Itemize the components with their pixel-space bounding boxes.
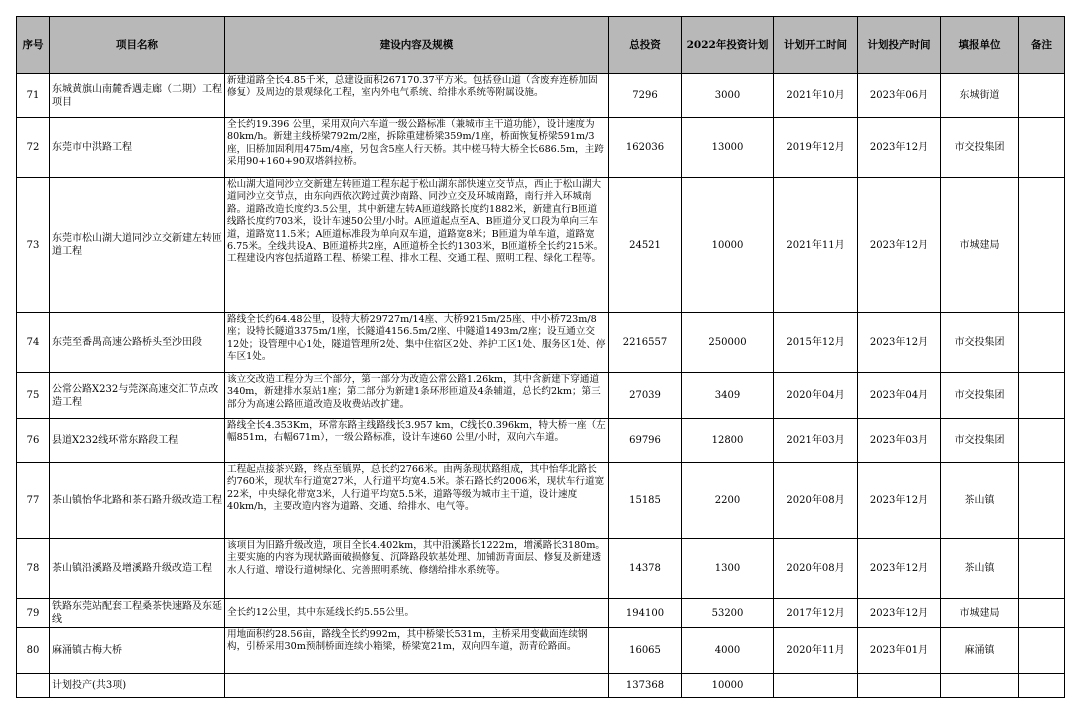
table-row xyxy=(17,74,1065,118)
cell-start: 2019年12月 xyxy=(774,118,858,178)
cell-plan2022: 2200 xyxy=(682,463,774,539)
cell-unit: 市交投集团 xyxy=(941,373,1019,419)
table-row xyxy=(17,178,1065,313)
cell-content: 新建道路全长4.85千米，总建设面积267170.37平方米。包括登山道（含废弃连桥加固修复）及周边的景观绿化工程，室内外电气系统、给排水系统等附属设施。 xyxy=(225,74,609,118)
header-total: 总投资 xyxy=(609,17,682,74)
table-row xyxy=(17,539,1065,599)
cell-start: 2017年12月 xyxy=(774,599,858,628)
table-row xyxy=(17,373,1065,419)
cell-unit: 茶山镇 xyxy=(941,463,1019,539)
cell-content: 全长约12公里，其中东延线长约5.55公里。 xyxy=(225,599,609,628)
cell-name: 铁路东莞站配套工程桑茶快速路及东延线 xyxy=(50,599,225,628)
table-row xyxy=(17,419,1065,463)
cell-total: 16065 xyxy=(609,628,682,674)
cell-unit: 市交投集团 xyxy=(941,419,1019,463)
cell-total: 2216557 xyxy=(609,313,682,373)
cell-start: 2020年11月 xyxy=(774,628,858,674)
cell-operate: 2023年12月 xyxy=(858,599,941,628)
summary-unit xyxy=(941,674,1019,698)
cell-seq: 74 xyxy=(17,313,50,373)
cell-seq: 79 xyxy=(17,599,50,628)
cell-plan2022: 3000 xyxy=(682,74,774,118)
header-operate: 计划投产时间 xyxy=(858,17,941,74)
cell-seq: 73 xyxy=(17,178,50,313)
cell-operate: 2023年12月 xyxy=(858,463,941,539)
header-row xyxy=(17,17,1065,74)
cell-operate: 2023年06月 xyxy=(858,74,941,118)
header-name: 项目名称 xyxy=(50,17,225,74)
project-table xyxy=(16,16,1065,698)
cell-total: 194100 xyxy=(609,599,682,628)
cell-remark xyxy=(1019,178,1065,313)
cell-total: 7296 xyxy=(609,74,682,118)
cell-seq: 75 xyxy=(17,373,50,419)
cell-seq: 78 xyxy=(17,539,50,599)
summary-seq xyxy=(17,674,50,698)
cell-seq: 77 xyxy=(17,463,50,539)
cell-total: 162036 xyxy=(609,118,682,178)
cell-content: 路线全长4.353Km，环常东路主线路线长3.957 km，C线长0.396km，特大桥一座（左幅851m，右幅671m），一级公路标准，设计车速60 公里/小时，双向六车道。 xyxy=(225,419,609,463)
summary-label: 计划投产(共3项) xyxy=(50,674,225,698)
cell-seq: 76 xyxy=(17,419,50,463)
cell-total: 15185 xyxy=(609,463,682,539)
cell-start: 2021年11月 xyxy=(774,178,858,313)
table-row xyxy=(17,628,1065,674)
cell-remark xyxy=(1019,463,1065,539)
cell-unit: 市城建局 xyxy=(941,178,1019,313)
cell-plan2022: 53200 xyxy=(682,599,774,628)
cell-content: 用地面积约28.56亩，路线全长约992m，其中桥梁长531m，主桥采用变截面连续钢构，引桥采用30m预制桥面连续小箱梁，桥梁宽21m，双向四车道，沥青砼路面。 xyxy=(225,628,609,674)
summary-content xyxy=(225,674,609,698)
cell-remark xyxy=(1019,419,1065,463)
header-seq: 序号 xyxy=(17,17,50,74)
cell-start: 2021年10月 xyxy=(774,74,858,118)
cell-name: 县道X232线环常东路段工程 xyxy=(50,419,225,463)
cell-name: 麻涌镇古梅大桥 xyxy=(50,628,225,674)
cell-plan2022: 13000 xyxy=(682,118,774,178)
cell-seq: 71 xyxy=(17,74,50,118)
cell-operate: 2023年12月 xyxy=(858,313,941,373)
cell-unit: 市交投集团 xyxy=(941,118,1019,178)
header-start: 计划开工时间 xyxy=(774,17,858,74)
cell-remark xyxy=(1019,118,1065,178)
cell-seq: 80 xyxy=(17,628,50,674)
table-row xyxy=(17,599,1065,628)
summary-total: 137368 xyxy=(609,674,682,698)
cell-content: 路线全长约64.48公里，设特大桥29727m/14座、大桥9215m/25座、中小桥723m/8座；设特长隧道3375m/1座，长隧道4156.5m/2座、中隧道1493m/2座；设互通立交12处；设管理中心1处，隧道管理所2处、集中住宿区2处、养护工区1处、服务区1处、停车区1处。 xyxy=(225,313,609,373)
cell-plan2022: 250000 xyxy=(682,313,774,373)
cell-operate: 2023年04月 xyxy=(858,373,941,419)
cell-content: 该立交改造工程分为三个部分，第一部分为改造公常公路1.26km，其中含新建下穿通道340m，新建排水泵站1座；第二部分为新建1条环形匝道及4条辅道，总长约2km；第三部分为高速公路匝道改造及收费站改扩建。 xyxy=(225,373,609,419)
cell-unit: 市城建局 xyxy=(941,599,1019,628)
cell-remark xyxy=(1019,373,1065,419)
cell-content: 该项目为旧路升级改造，项目全长4.402km，其中沿溪路长1222m，增溪路长3180m。主要实施的内容为现状路面破损修复、沉降路段软基处理、加铺沥青面层、修复及新建透水人行道、增设行道树绿化、完善照明系统、修缮给排水系统等。 xyxy=(225,539,609,599)
header-unit: 填报单位 xyxy=(941,17,1019,74)
header-content: 建设内容及规模 xyxy=(225,17,609,74)
cell-start: 2021年03月 xyxy=(774,419,858,463)
cell-operate: 2023年12月 xyxy=(858,178,941,313)
cell-name: 茶山镇怡华北路和茶石路升级改造工程 xyxy=(50,463,225,539)
cell-plan2022: 3409 xyxy=(682,373,774,419)
cell-name: 东莞市中洪路工程 xyxy=(50,118,225,178)
cell-unit: 麻涌镇 xyxy=(941,628,1019,674)
cell-name: 东莞至番禺高速公路桥头至沙田段 xyxy=(50,313,225,373)
cell-plan2022: 10000 xyxy=(682,178,774,313)
table-row xyxy=(17,118,1065,178)
cell-unit: 茶山镇 xyxy=(941,539,1019,599)
summary-row xyxy=(17,674,1065,698)
cell-name: 东城黄旗山南麓香遇走廊（二期）工程项目 xyxy=(50,74,225,118)
cell-total: 24521 xyxy=(609,178,682,313)
cell-content: 松山湖大道同沙立交新建左转匝道工程东起于松山湖东部快速立交节点，西止于松山湖大道同沙立交节点，由东向西依次跨过黄沙南路、同沙立交及环城南路，南行并入环城南路。道路改造长度约3.5公里，其中新建左转A匝道线路长度约1882米，新建直行B匝道线路长度约703米，设计车速50公里/小时。A匝道起点至A、B匝道分叉口段为单向三车道，道路宽11.5米；A匝道标准段为单向双车道，道路宽8米；B匝道为单车道，道路宽6.75米。全线共设A、B匝道桥共2座，A匝道桥全长约1303米，B匝道桥全长约215米。工程建设内容包括道路工程、桥梁工程、排水工程、交通工程、照明工程、绿化工程等。 xyxy=(225,178,609,313)
summary-start xyxy=(774,674,858,698)
cell-total: 27039 xyxy=(609,373,682,419)
cell-start: 2020年08月 xyxy=(774,463,858,539)
cell-operate: 2023年03月 xyxy=(858,419,941,463)
cell-name: 茶山镇沿溪路及增溪路升级改造工程 xyxy=(50,539,225,599)
summary-operate xyxy=(858,674,941,698)
cell-total: 69796 xyxy=(609,419,682,463)
cell-remark xyxy=(1019,628,1065,674)
cell-content: 全长约19.396 公里，采用双向六车道一级公路标准（兼城市主干道功能），设计速度为80km/h。新建主线桥梁792m/2座，拆除重建桥梁359m/1座，桥面恢复桥梁591m/3座，旧桥加固利用475m/4座，另包含5座人行天桥。其中槎马特大桥全长686.5m，主跨采用90+160+90双塔斜拉桥。 xyxy=(225,118,609,178)
cell-remark xyxy=(1019,74,1065,118)
cell-start: 2015年12月 xyxy=(774,313,858,373)
cell-start: 2020年08月 xyxy=(774,539,858,599)
cell-operate: 2023年01月 xyxy=(858,628,941,674)
header-plan2022: 2022年投资计划 xyxy=(682,17,774,74)
table-row xyxy=(17,463,1065,539)
cell-unit: 市交投集团 xyxy=(941,313,1019,373)
summary-remark xyxy=(1019,674,1065,698)
cell-plan2022: 12800 xyxy=(682,419,774,463)
cell-remark xyxy=(1019,599,1065,628)
cell-operate: 2023年12月 xyxy=(858,539,941,599)
header-remark: 备注 xyxy=(1019,17,1065,74)
cell-plan2022: 1300 xyxy=(682,539,774,599)
cell-name: 公常公路X232与莞深高速交汇节点改造工程 xyxy=(50,373,225,419)
cell-operate: 2023年12月 xyxy=(858,118,941,178)
cell-plan2022: 4000 xyxy=(682,628,774,674)
summary-plan2022: 10000 xyxy=(682,674,774,698)
cell-total: 14378 xyxy=(609,539,682,599)
cell-content: 工程起点接茶兴路，终点至镇界，总长约2766米。由两条现状路组成，其中怡华北路长约760米，现状车行道宽27米，人行道平均宽4.5米。茶石路长约2006米，现状车行道宽22米，中央绿化带宽3米，人行道平均宽5.5米，道路等级为城市主干道，设计速度40km/h，主要改造内容为道路、交通、给排水、电气等。 xyxy=(225,463,609,539)
cell-remark xyxy=(1019,313,1065,373)
cell-unit: 东城街道 xyxy=(941,74,1019,118)
cell-remark xyxy=(1019,539,1065,599)
cell-seq: 72 xyxy=(17,118,50,178)
cell-start: 2020年04月 xyxy=(774,373,858,419)
cell-name: 东莞市松山湖大道同沙立交新建左转匝道工程 xyxy=(50,178,225,313)
table-row xyxy=(17,313,1065,373)
